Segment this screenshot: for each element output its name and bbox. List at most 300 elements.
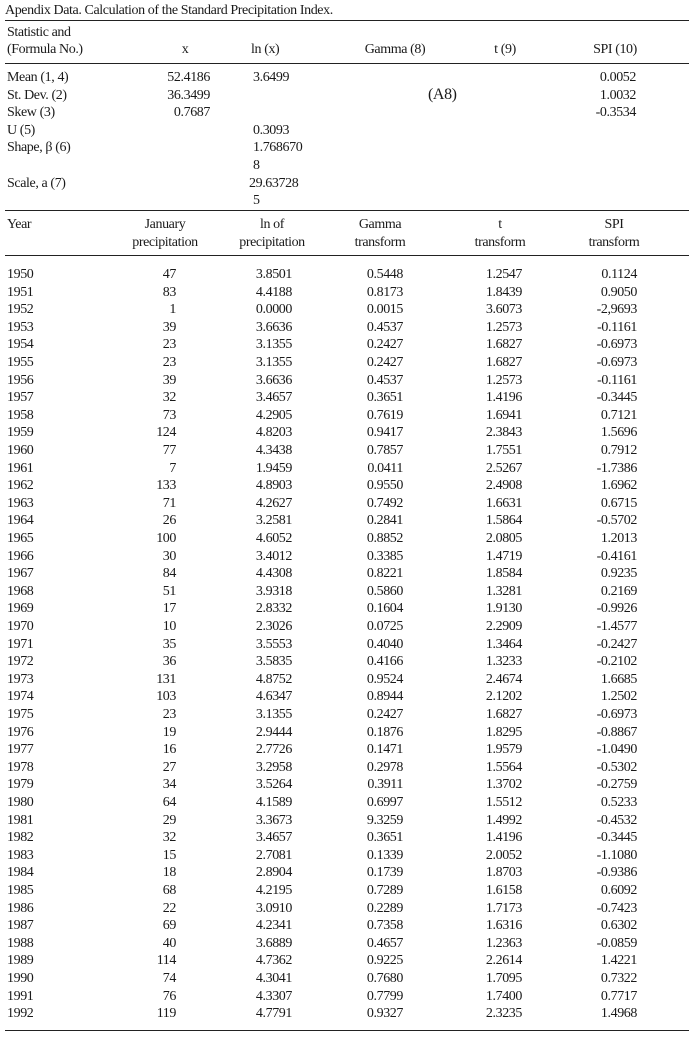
year-cell: 1950 [7, 267, 34, 282]
col-year: Year [7, 217, 32, 232]
t-cell: 1.6827 [485, 707, 522, 722]
year-cell: 1972 [7, 654, 34, 670]
precip-cell: 23 [162, 707, 176, 722]
gamma-cell: 0.1339 [366, 847, 403, 863]
table-row [0, 319, 695, 337]
precip-cell: 84 [162, 566, 176, 582]
gamma-cell: 0.8852 [366, 531, 403, 546]
precip-cell: 131 [156, 671, 176, 687]
spi-cell: 0.7912 [600, 443, 637, 458]
precip-cell: 19 [162, 724, 176, 740]
ln-cell: 3.6636 [255, 372, 292, 388]
t-cell: 1.2363 [485, 935, 522, 951]
year-cell: 1982 [7, 830, 34, 846]
col-precip-2: precipitation [132, 235, 198, 250]
spi-cell: 0.6715 [600, 495, 637, 511]
ln-cell: 3.9318 [255, 583, 292, 599]
precip-cell: 7 [169, 460, 176, 476]
year-cell: 1989 [7, 953, 34, 969]
year-cell: 1984 [7, 865, 34, 881]
col-spi-2: transform [588, 235, 640, 250]
t-cell: 2.2614 [485, 953, 522, 969]
gamma-cell: 0.9550 [366, 478, 403, 494]
table-row [0, 372, 695, 390]
precip-cell: 32 [162, 390, 176, 406]
rule-bottom [5, 1030, 689, 1031]
precip-cell: 17 [162, 601, 176, 617]
stat-u-label: U (5) [7, 123, 35, 138]
table-row [0, 759, 695, 777]
gamma-cell: 0.6997 [366, 795, 403, 810]
stat-mean-x: 52.4186 [167, 70, 210, 85]
gamma-cell: 0.7289 [366, 883, 403, 898]
spi-cell: 0.7322 [600, 971, 637, 986]
stat-shape-label: Shape, β (6) [7, 140, 71, 155]
t-cell: 1.5864 [485, 513, 522, 529]
stat-shape-lnx-cont: 8 [253, 158, 260, 173]
spi-cell: 1.5696 [600, 425, 637, 441]
table-title: Apendix Data. Calculation of the Standard Precipitation Index. [5, 3, 333, 18]
gamma-cell: 0.1739 [366, 865, 403, 881]
precip-cell: 77 [162, 443, 176, 458]
spi-cell: 0.9235 [600, 566, 637, 582]
table-row [0, 952, 695, 970]
precip-cell: 71 [162, 495, 176, 511]
year-cell: 1992 [7, 1006, 34, 1022]
t-cell: 1.6827 [485, 355, 522, 370]
table-row [0, 1005, 695, 1023]
stat-scale-label: Scale, a (7) [7, 176, 66, 191]
table-row [0, 812, 695, 830]
ln-cell: 3.8501 [255, 267, 292, 282]
table-row [0, 354, 695, 372]
precip-cell: 34 [162, 777, 176, 793]
year-cell: 1964 [7, 513, 34, 529]
stat-stdev-spi: 1.0032 [599, 88, 636, 103]
ln-cell: 4.3307 [255, 988, 292, 1004]
gamma-cell: 0.7680 [366, 971, 403, 986]
year-cell: 1979 [7, 777, 34, 793]
rule-top [5, 20, 689, 21]
t-cell: 1.6631 [485, 495, 522, 511]
gamma-cell: 0.1876 [366, 724, 403, 740]
gamma-cell: 0.9225 [366, 953, 403, 969]
table-row [0, 829, 695, 847]
col-gamma-2: transform [354, 235, 406, 250]
ln-cell: 2.8904 [255, 865, 292, 881]
ln-cell: 2.3026 [255, 619, 292, 634]
t-cell: 1.8439 [485, 284, 522, 300]
t-cell: 1.6158 [485, 883, 522, 898]
ln-cell: 3.4657 [255, 390, 292, 406]
precip-cell: 29 [162, 812, 176, 828]
year-cell: 1957 [7, 390, 34, 406]
gamma-cell: 0.9417 [366, 425, 403, 441]
precip-cell: 36 [162, 654, 176, 670]
col-gamma-1: Gamma [358, 217, 402, 232]
t-cell: 1.8295 [485, 724, 522, 740]
gamma-cell: 0.2841 [366, 513, 403, 529]
spi-cell: -0.5302 [596, 759, 637, 775]
year-cell: 1956 [7, 372, 34, 388]
year-cell: 1952 [7, 302, 34, 318]
ln-cell: 2.8332 [255, 601, 292, 617]
precip-cell: 22 [162, 900, 176, 916]
gamma-cell: 0.0411 [367, 460, 403, 476]
spi-cell: 0.7717 [600, 988, 637, 1004]
rule-stats [5, 63, 689, 64]
precip-cell: 35 [162, 636, 176, 652]
stat-skew-x: 0.7687 [173, 105, 210, 120]
year-cell: 1960 [7, 443, 34, 458]
table-row [0, 935, 695, 953]
t-cell: 1.7173 [485, 900, 522, 916]
t-cell: 1.2573 [485, 319, 522, 335]
table-row [0, 688, 695, 706]
ln-cell: 4.2341 [255, 918, 292, 934]
spi-cell: 1.4221 [600, 953, 637, 969]
ln-cell: 2.7081 [255, 847, 292, 863]
ln-cell: 4.3438 [255, 443, 292, 458]
ln-cell: 3.5264 [255, 777, 292, 793]
year-cell: 1965 [7, 531, 34, 546]
ln-cell: 4.3041 [255, 971, 292, 986]
precip-cell: 39 [162, 372, 176, 388]
spi-cell: -0.6973 [596, 707, 637, 722]
gamma-cell: 0.2427 [366, 707, 403, 722]
precip-cell: 68 [162, 883, 176, 898]
table-row [0, 548, 695, 566]
table-row [0, 407, 695, 425]
gamma-cell: 0.8173 [366, 284, 403, 300]
table-row [0, 794, 695, 812]
table-row [0, 336, 695, 354]
gamma-cell: 0.9327 [366, 1006, 403, 1022]
precip-cell: 18 [162, 865, 176, 881]
precip-cell: 69 [162, 918, 176, 934]
spi-cell: 1.2502 [600, 689, 637, 705]
t-cell: 2.1202 [485, 689, 522, 705]
year-cell: 1958 [7, 407, 34, 423]
table-row [0, 442, 695, 460]
precip-cell: 10 [162, 619, 176, 634]
spi-cell: 1.2013 [600, 531, 637, 546]
table-row [0, 917, 695, 935]
precip-cell: 51 [162, 583, 176, 599]
stat-header-line2: (Formula No.) [7, 42, 83, 57]
year-cell: 1970 [7, 619, 34, 634]
t-cell: 1.9130 [485, 601, 522, 617]
col-precip-1: January [144, 217, 186, 232]
gamma-cell: 0.7358 [366, 918, 403, 934]
precip-cell: 40 [162, 935, 176, 951]
t-cell: 2.0052 [485, 847, 522, 863]
ln-cell: 0.0000 [255, 302, 292, 318]
t-cell: 1.6827 [485, 337, 522, 353]
stat-header-t: t (9) [494, 42, 516, 57]
precip-cell: 133 [156, 478, 176, 494]
table-row [0, 970, 695, 988]
spi-cell: -0.0859 [596, 935, 637, 951]
gamma-cell: 0.4657 [366, 935, 403, 951]
precip-cell: 76 [162, 988, 176, 1004]
stat-skew-spi: -0.3534 [595, 105, 636, 120]
year-cell: 1976 [7, 724, 34, 740]
ln-cell: 3.5835 [255, 654, 292, 670]
year-cell: 1955 [7, 355, 34, 370]
stat-shape-lnx: 1.768670 [253, 140, 303, 155]
year-cell: 1974 [7, 689, 34, 705]
precip-cell: 39 [162, 319, 176, 335]
stat-mean-label: Mean (1, 4) [7, 70, 69, 85]
stat-stdev-label: St. Dev. (2) [7, 88, 67, 103]
gamma-cell: 0.7857 [366, 443, 403, 458]
spi-cell: 1.4968 [600, 1006, 637, 1022]
precip-cell: 16 [162, 742, 176, 758]
ln-cell: 4.8203 [255, 425, 292, 441]
year-cell: 1983 [7, 847, 34, 863]
year-cell: 1986 [7, 900, 34, 916]
precip-cell: 124 [156, 425, 176, 441]
year-cell: 1954 [7, 337, 34, 353]
precip-cell: 1 [169, 302, 176, 318]
stat-stdev-x: 36.3499 [167, 88, 210, 103]
table-row [0, 583, 695, 601]
stat-scale-lnx: 29.63728 [249, 176, 299, 191]
year-cell: 1951 [7, 284, 34, 300]
table-row [0, 724, 695, 742]
ln-cell: 4.7791 [255, 1006, 292, 1022]
gamma-cell: 0.1471 [366, 742, 403, 758]
table-row [0, 284, 695, 302]
spi-cell: -0.4532 [596, 812, 637, 828]
ln-cell: 4.4188 [255, 284, 292, 300]
year-cell: 1962 [7, 478, 34, 494]
t-cell: 2.5267 [485, 460, 522, 476]
t-cell: 1.2547 [485, 267, 522, 282]
precip-cell: 114 [156, 953, 176, 969]
stat-header-line1: Statistic and [7, 25, 71, 40]
ln-cell: 3.2581 [255, 513, 292, 529]
table-row [0, 301, 695, 319]
gamma-cell: 0.5448 [366, 267, 403, 282]
t-cell: 1.4992 [485, 812, 522, 828]
table-row [0, 882, 695, 900]
spi-cell: -0.1161 [597, 319, 637, 335]
ln-cell: 3.1355 [255, 337, 292, 353]
table-row [0, 847, 695, 865]
spi-cell: -0.2102 [596, 654, 637, 670]
gamma-cell: 0.0725 [366, 619, 403, 634]
spi-cell: -0.2427 [596, 636, 637, 652]
precip-cell: 83 [162, 284, 176, 300]
gamma-cell: 0.7799 [366, 988, 403, 1004]
t-cell: 2.2909 [485, 619, 522, 634]
precip-cell: 74 [162, 971, 176, 986]
precip-cell: 100 [156, 531, 176, 546]
t-cell: 1.3702 [485, 777, 522, 793]
ln-cell: 3.1355 [255, 355, 292, 370]
year-cell: 1967 [7, 566, 34, 582]
t-cell: 1.7551 [485, 443, 522, 458]
stat-u-lnx: 0.3093 [253, 123, 290, 138]
year-cell: 1973 [7, 671, 34, 687]
t-cell: 2.0805 [485, 531, 522, 546]
gamma-cell: 0.1604 [366, 601, 403, 617]
spi-cell: -0.3445 [596, 390, 637, 406]
precip-cell: 32 [162, 830, 176, 846]
spi-cell: 0.6302 [600, 918, 637, 934]
stat-header-x: x [181, 42, 189, 57]
stat-mean-spi: 0.0052 [599, 70, 636, 85]
spi-cell: -1.4577 [596, 619, 637, 634]
t-cell: 1.9579 [485, 742, 522, 758]
spi-cell: 0.9050 [600, 284, 637, 300]
spi-cell: -0.2759 [596, 777, 637, 793]
ln-cell: 4.4308 [255, 566, 292, 582]
precip-cell: 15 [162, 847, 176, 863]
table-row [0, 600, 695, 618]
t-cell: 2.4674 [485, 671, 522, 687]
ln-cell: 3.5553 [255, 636, 292, 652]
t-cell: 1.3464 [485, 636, 522, 652]
year-cell: 1987 [7, 918, 34, 934]
col-ln-1: ln of [259, 217, 285, 232]
table-row [0, 741, 695, 759]
ln-cell: 3.0910 [255, 900, 292, 916]
ln-cell: 3.2958 [255, 759, 292, 775]
spi-cell: -0.1161 [597, 372, 637, 388]
spi-cell: 0.7121 [600, 407, 637, 423]
precip-cell: 23 [162, 337, 176, 353]
table-row [0, 460, 695, 478]
t-cell: 1.2573 [485, 372, 522, 388]
table-row [0, 706, 695, 724]
ln-cell: 3.3673 [255, 812, 292, 828]
year-cell: 1961 [7, 460, 34, 476]
spi-cell: -0.6973 [596, 355, 637, 370]
precip-cell: 26 [162, 513, 176, 529]
ln-cell: 2.7726 [255, 742, 292, 758]
table-row [0, 864, 695, 882]
year-cell: 1980 [7, 795, 34, 810]
stat-header-lnx: ln (x) [251, 42, 280, 57]
t-cell: 1.6941 [485, 407, 522, 423]
ln-cell: 3.6889 [255, 935, 292, 951]
spi-cell: 0.6092 [600, 883, 637, 898]
year-cell: 1975 [7, 707, 34, 722]
gamma-cell: 0.7619 [366, 407, 403, 423]
spi-cell: -1.7386 [596, 460, 637, 476]
spi-cell: -0.3445 [596, 830, 637, 846]
ln-cell: 4.1589 [255, 795, 292, 810]
ln-cell: 4.2627 [255, 495, 292, 511]
t-cell: 2.3235 [485, 1006, 522, 1022]
gamma-cell: 0.8221 [366, 566, 403, 582]
table-row [0, 988, 695, 1006]
t-cell: 1.7400 [485, 988, 522, 1004]
gamma-cell: 0.8944 [366, 689, 403, 705]
year-cell: 1990 [7, 971, 34, 986]
gamma-cell: 0.4166 [366, 654, 403, 670]
spi-cell: 1.6685 [600, 671, 637, 687]
t-cell: 3.6073 [485, 302, 522, 318]
spi-cell: -0.9386 [596, 865, 637, 881]
table-row [0, 424, 695, 442]
ln-cell: 4.7362 [255, 953, 292, 969]
year-cell: 1981 [7, 812, 34, 828]
ln-cell: 4.2195 [255, 883, 292, 898]
table-row [0, 636, 695, 654]
spi-cell: -1.1080 [596, 847, 637, 863]
gamma-cell: 0.4040 [366, 636, 403, 652]
table-row [0, 512, 695, 530]
table-row [0, 266, 695, 284]
year-cell: 1971 [7, 636, 34, 652]
t-cell: 1.3281 [485, 583, 522, 599]
year-cell: 1969 [7, 601, 34, 617]
year-cell: 1959 [7, 425, 34, 441]
gamma-cell: 0.0015 [366, 302, 403, 318]
stat-mean-lnx: 3.6499 [253, 70, 290, 85]
precip-cell: 30 [162, 548, 176, 564]
spi-cell: 1.6962 [600, 478, 637, 494]
col-spi-1: SPI [604, 217, 624, 232]
spi-cell: -0.8867 [596, 724, 637, 740]
table-row [0, 653, 695, 671]
precip-cell: 47 [162, 267, 176, 282]
spi-cell: 0.1124 [601, 267, 637, 282]
precip-cell: 23 [162, 355, 176, 370]
gamma-cell: 0.3651 [366, 830, 403, 846]
year-cell: 1963 [7, 495, 34, 511]
spi-cell: -0.6973 [596, 337, 637, 353]
t-cell: 1.4196 [485, 830, 522, 846]
year-cell: 1968 [7, 583, 34, 599]
year-cell: 1988 [7, 935, 34, 951]
gamma-cell: 9.3259 [366, 812, 403, 828]
spi-cell: -2,9693 [596, 302, 637, 318]
ln-cell: 2.9444 [255, 724, 292, 740]
gamma-cell: 0.5860 [366, 583, 403, 599]
gamma-cell: 0.7492 [366, 495, 403, 511]
formula-ref: (A8) [428, 86, 457, 103]
spi-cell: -1.0490 [596, 742, 637, 758]
table-row [0, 389, 695, 407]
t-cell: 1.3233 [485, 654, 522, 670]
gamma-cell: 0.9524 [366, 671, 403, 687]
col-t-1: t [498, 217, 502, 232]
spi-cell: -0.7423 [596, 900, 637, 916]
stat-header-spi: SPI (10) [593, 42, 637, 57]
t-cell: 1.8584 [485, 566, 522, 582]
spi-cell: -0.4161 [596, 548, 637, 564]
ln-cell: 4.8752 [255, 671, 292, 687]
year-cell: 1953 [7, 319, 34, 335]
gamma-cell: 0.3651 [366, 390, 403, 406]
gamma-cell: 0.3911 [367, 777, 403, 793]
stat-scale-lnx-cont: 5 [253, 193, 260, 208]
spi-cell: -0.9926 [596, 601, 637, 617]
table-row [0, 565, 695, 583]
stat-skew-label: Skew (3) [7, 105, 55, 120]
ln-cell: 3.1355 [255, 707, 292, 722]
rule-body [5, 255, 689, 256]
t-cell: 1.8703 [485, 865, 522, 881]
table-row [0, 776, 695, 794]
gamma-cell: 0.2427 [366, 337, 403, 353]
gamma-cell: 0.4537 [366, 319, 403, 335]
